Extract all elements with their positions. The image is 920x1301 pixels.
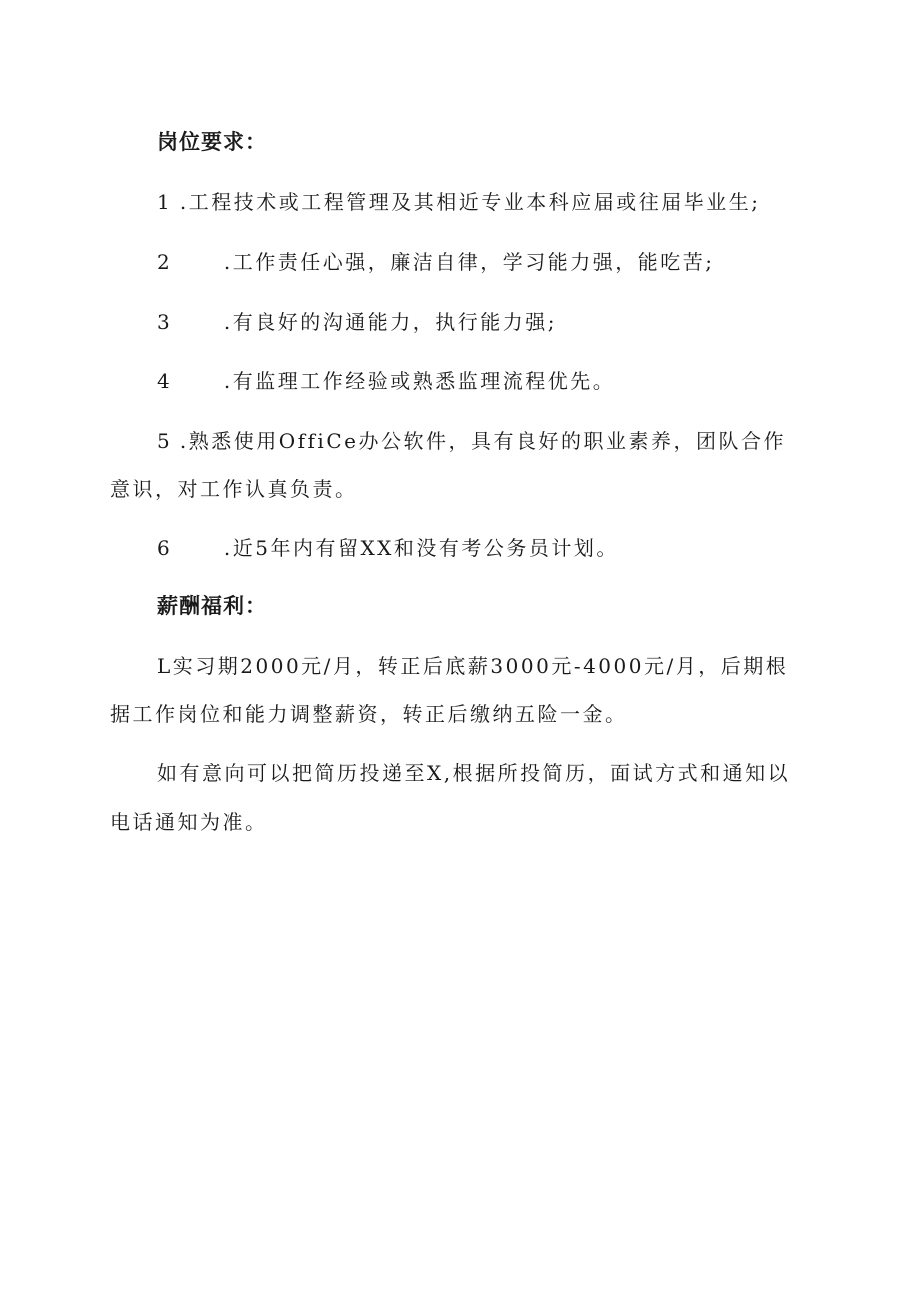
- requirement-text: .工程技术或工程管理及其相近专业本科应届或往届毕业生;: [179, 190, 761, 214]
- requirement-number: 5: [157, 429, 173, 453]
- benefits-heading: 薪酬福利：: [157, 594, 267, 618]
- requirement-number: 2: [157, 250, 173, 274]
- requirement-text: .工作责任心强，廉洁自律，学习能力强，能吃苦;: [223, 250, 715, 274]
- requirement-number: 4: [157, 369, 173, 393]
- requirement-item-2: [157, 248, 714, 276]
- requirement-item-4: [157, 367, 615, 395]
- requirement-text: .近5年内有留XX和没有考公务员计划。: [223, 536, 619, 560]
- requirement-item-1: [157, 188, 760, 216]
- requirement-text: .有监理工作经验或熟悉监理流程优先。: [223, 369, 616, 393]
- requirement-item-5-continuation: 意识，对工作认真负责。: [110, 477, 358, 501]
- benefits-line-1: L实习期2000元/月，转正后底薪3000元-4000元/月，后期根: [157, 654, 789, 678]
- contact-line-2: 电话通知为准。: [110, 810, 268, 834]
- benefits-line-2: 据工作岗位和能力调整薪资，转正后缴纳五险一金。: [110, 702, 628, 726]
- requirement-number: 6: [157, 536, 173, 560]
- requirement-text: .熟悉使用OffiCe办公软件，具有良好的职业素养，团队合作: [179, 429, 786, 453]
- requirements-heading: 岗位要求：: [157, 130, 267, 154]
- requirement-text: .有良好的沟通能力，执行能力强;: [223, 310, 557, 334]
- requirement-item-6: [157, 534, 619, 562]
- requirement-item-5: [157, 427, 786, 455]
- contact-line-1: 如有意向可以把简历投递至X,根据所投简历，面试方式和通知以: [157, 761, 791, 785]
- requirement-item-3: [157, 308, 557, 336]
- requirement-number: 1: [157, 190, 173, 214]
- requirement-number: 3: [157, 310, 173, 334]
